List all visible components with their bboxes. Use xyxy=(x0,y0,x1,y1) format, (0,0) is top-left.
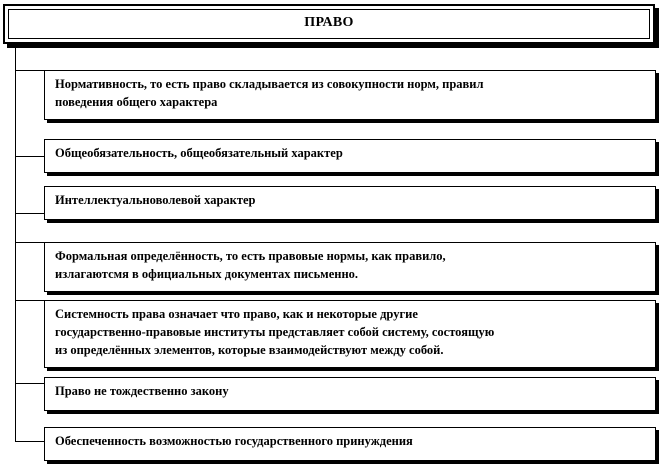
item-7-line-1: Обеспеченность возможностью государственного принуждения xyxy=(55,434,413,448)
item-4-line-2: излагаютсмя в официальных документах письменно. xyxy=(55,267,359,281)
item-1-line-2: поведения общего характера xyxy=(55,95,218,109)
item-box-6 xyxy=(44,377,656,411)
diagram-title-box xyxy=(3,4,655,44)
connector-7 xyxy=(15,441,44,442)
item-box-7 xyxy=(44,427,656,461)
item-5-line-1: Системность права означает что право, как и некоторые другие xyxy=(55,307,418,321)
connector-1 xyxy=(15,70,44,71)
connector-6 xyxy=(15,383,44,384)
item-box-2 xyxy=(44,139,656,173)
item-1-line-1: Нормативность, то есть право складывается из совокупности норм, правил xyxy=(55,77,484,91)
item-box-4 xyxy=(44,242,656,292)
item-3-line-1: Интеллектуальноволевой характер xyxy=(55,193,256,207)
item-6-line-1: Право не тождественно закону xyxy=(55,384,229,398)
connector-5 xyxy=(15,300,44,301)
item-2-line-1: Общеобязательность, общеобязательный характер xyxy=(55,146,343,160)
item-4-line-1: Формальная определённость, то есть правовые нормы, как правило, xyxy=(55,249,446,263)
connector-3 xyxy=(15,213,44,214)
diagram-title: ПРАВО xyxy=(304,15,354,30)
item-box-5 xyxy=(44,300,656,368)
item-5-line-3: из определённых элементов, которые взаимодействуют между собой. xyxy=(55,343,444,357)
item-box-1 xyxy=(44,70,656,120)
connector-2 xyxy=(15,156,44,157)
item-5-line-2: государственно-правовые институты представляет собой систему, состоящую xyxy=(55,325,495,339)
connector-4 xyxy=(15,242,44,243)
item-box-3 xyxy=(44,186,656,220)
